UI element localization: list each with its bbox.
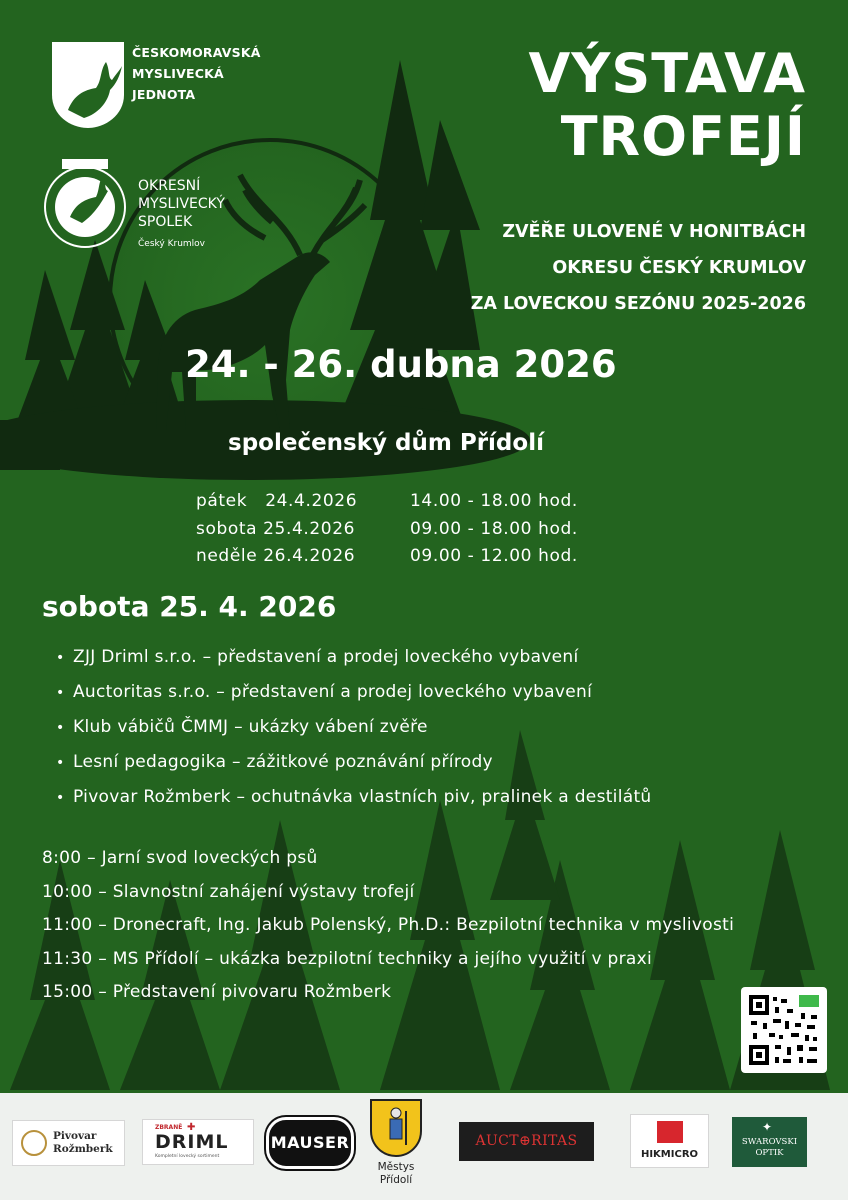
hours-day: sobota 25.4.2026 — [196, 518, 356, 539]
bullet-icon: • — [56, 685, 65, 701]
list-item: • Auctoritas s.r.o. – představení a prodej loveckého vybavení — [56, 675, 652, 710]
coat-of-arms-icon — [370, 1099, 422, 1157]
auctoritas-logo: AUCT⊕RITAS — [459, 1122, 594, 1161]
time-schedule — [42, 842, 734, 1010]
subtitle-line-2: OKRESU ČESKÝ KRUMLOV — [552, 258, 806, 278]
list-item: • ZJJ Driml s.r.o. – představení a prodej loveckého vybavení — [56, 640, 652, 675]
main-title — [529, 42, 806, 168]
subtitle — [471, 214, 806, 322]
subtitle-line-1: ZVĚŘE ULOVENÉ V HONITBÁCH — [502, 222, 806, 242]
bullet-icon: • — [56, 650, 65, 666]
mauser-logo: MAUSER — [266, 1117, 354, 1169]
list-item: • Lesní pedagogika – zážitkové poznávání přírody — [56, 745, 652, 780]
hikmicro-logo: HIKMICRO — [630, 1114, 709, 1168]
saturday-heading: sobota 25. 4. 2026 — [42, 590, 337, 623]
pivovar-rozmberk-logo: Pivovar Rožmberk — [12, 1120, 125, 1166]
list-item: • Klub vábičů ČMMJ – ukázky vábení zvěře — [56, 710, 652, 745]
cross-icon: ✚ — [187, 1122, 196, 1133]
title-line-1: VÝSTAVA — [528, 42, 806, 105]
schedule-item: 8:00 – Jarní svod loveckých psů — [42, 848, 318, 868]
pridoli-coat-of-arms: Městys Přídolí — [366, 1099, 426, 1195]
oms-name: OKRESNÍ MYSLIVECKÝ SPOLEK Český Krumlov — [138, 178, 225, 249]
opening-hours-row — [196, 488, 578, 516]
qr-code-icon[interactable] — [741, 987, 827, 1073]
title-line-2: TROFEJÍ — [560, 105, 806, 168]
cmmj-name: ČESKOMORAVSKÁ MYSLIVECKÁ JEDNOTA — [132, 45, 261, 102]
swarovski-optik-logo: ✦ SWAROVSKI OPTIK — [732, 1117, 807, 1167]
schedule-item: 11:30 – MS Přídolí – ukázka bezpilotní techniky a jejího využití v praxi — [42, 948, 653, 969]
schedule-item: 11:00 – Dronecraft, Ing. Jakub Polenský, Ph.D.: Bezpilotní technika v myslivosti — [42, 915, 735, 935]
opening-hours-row — [196, 543, 578, 571]
hours-time: 09.00 - 18.00 hod. — [410, 518, 578, 539]
pivovar-seal-icon — [21, 1130, 47, 1156]
hikmicro-mark-icon — [657, 1121, 683, 1143]
list-item: • Pivovar Rožmberk – ochutnávka vlastních piv, pralinek a destilátů — [56, 780, 652, 815]
hawk-icon: ✦ — [762, 1120, 773, 1134]
bullet-icon: • — [56, 720, 65, 736]
schedule-item: 10:00 – Slavnostní zahájení výstavy trofejí — [42, 881, 415, 902]
oms-emblem-icon — [42, 155, 128, 259]
driml-logo: ZBRANĚ ✚ DRIML Kompletní lovecký sortiment — [142, 1119, 254, 1165]
opening-hours — [196, 488, 578, 571]
event-dates: 24. - 26. dubna 2026 — [185, 343, 617, 386]
cmmj-logo — [50, 40, 261, 135]
event-venue: společenský dům Přídolí — [228, 430, 544, 456]
schedule-item: 15:00 – Představení pivovaru Rožmberk — [42, 982, 392, 1002]
oms-logo — [42, 155, 262, 260]
hours-time: 09.00 - 12.00 hod. — [410, 546, 578, 566]
sponsor-bar — [0, 1093, 848, 1200]
bullet-icon: • — [56, 790, 65, 806]
hours-day: pátek 24.4.2026 — [196, 491, 358, 511]
deer-head-icon — [50, 40, 126, 130]
saturday-program-list — [56, 640, 652, 815]
hours-day: neděle 26.4.2026 — [196, 546, 356, 566]
subtitle-line-3: ZA LOVECKOU SEZÓNU 2025-2026 — [470, 294, 806, 314]
hours-time: 14.00 - 18.00 hod. — [410, 491, 578, 511]
bullet-icon: • — [56, 755, 65, 771]
opening-hours-row — [196, 516, 578, 544]
